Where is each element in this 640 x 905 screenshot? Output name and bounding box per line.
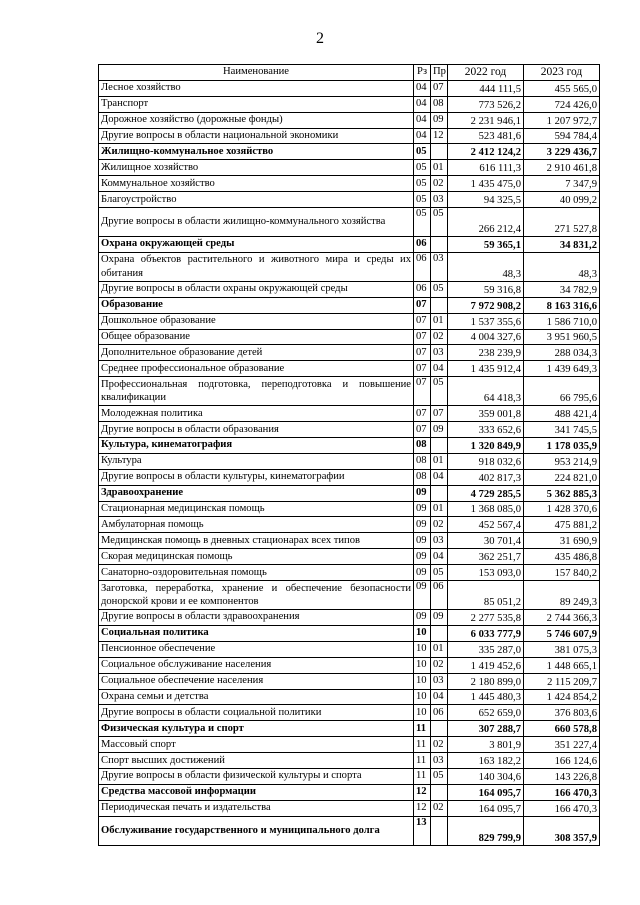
row-rz-cell: 05 <box>414 176 431 192</box>
table-row <box>99 705 600 721</box>
row-name-cell: Образование <box>99 297 414 313</box>
row-2023-value: 435 486,8 <box>524 549 600 565</box>
row-2022-value: 444 111,5 <box>448 80 524 96</box>
row-name-cell: Коммунальное хозяйство <box>99 176 414 192</box>
row-2023-value: 475 881,2 <box>524 517 600 533</box>
row-2023-value: 224 821,0 <box>524 469 600 485</box>
row-2022-value: 4 004 327,6 <box>448 329 524 345</box>
row-2023-value: 1 428 370,6 <box>524 501 600 517</box>
table-row <box>99 517 600 533</box>
row-2023-value: 3 951 960,5 <box>524 329 600 345</box>
row-pr-cell: 06 <box>431 705 448 721</box>
row-rz-cell: 09 <box>414 581 431 610</box>
row-2023-value: 89 249,3 <box>524 581 600 610</box>
row-2023-value: 288 034,3 <box>524 345 600 361</box>
row-2022-value: 1 537 355,6 <box>448 313 524 329</box>
row-name-cell: Культура, кинематография <box>99 438 414 454</box>
table-section-row <box>99 144 600 160</box>
row-rz-cell: 10 <box>414 625 431 641</box>
row-rz-cell: 05 <box>414 144 431 160</box>
row-pr-cell: 02 <box>431 517 448 533</box>
row-2023-value: 166 470,3 <box>524 800 600 816</box>
row-2022-value: 362 251,7 <box>448 549 524 565</box>
budget-table <box>98 64 600 846</box>
row-pr-cell: 01 <box>431 501 448 517</box>
table-row <box>99 345 600 361</box>
table-row <box>99 737 600 753</box>
row-2022-value: 829 799,9 <box>448 816 524 845</box>
row-rz-cell: 09 <box>414 533 431 549</box>
table-row <box>99 128 600 144</box>
row-2023-value: 594 784,4 <box>524 128 600 144</box>
row-rz-cell: 09 <box>414 485 431 501</box>
row-pr-cell: 12 <box>431 128 448 144</box>
row-2022-value: 333 652,6 <box>448 422 524 438</box>
row-2023-value: 308 357,9 <box>524 816 600 845</box>
row-2022-value: 2 231 946,1 <box>448 112 524 128</box>
row-name-cell: Охрана объектов растительного и животного мира и среды их обитания <box>99 252 414 281</box>
row-rz-cell: 09 <box>414 517 431 533</box>
row-name-cell: Социальное обеспечение населения <box>99 673 414 689</box>
header-year-2023: 2023 год <box>524 65 600 81</box>
row-rz-cell: 06 <box>414 252 431 281</box>
row-2022-value: 153 093,0 <box>448 565 524 581</box>
row-2023-value: 8 163 316,6 <box>524 297 600 313</box>
row-name-cell: Транспорт <box>99 96 414 112</box>
row-pr-cell: 05 <box>431 208 448 237</box>
row-2023-value: 7 347,9 <box>524 176 600 192</box>
row-pr-cell: 03 <box>431 533 448 549</box>
table-section-row <box>99 784 600 800</box>
row-2022-value: 773 526,2 <box>448 96 524 112</box>
table-row <box>99 252 600 281</box>
row-name-cell: Средства массовой информации <box>99 784 414 800</box>
row-2023-value: 724 426,0 <box>524 96 600 112</box>
row-2023-value: 40 099,2 <box>524 192 600 208</box>
row-2022-value: 1 419 452,6 <box>448 657 524 673</box>
row-pr-cell: 02 <box>431 800 448 816</box>
row-rz-cell: 09 <box>414 610 431 626</box>
table-row <box>99 112 600 128</box>
table-row <box>99 673 600 689</box>
row-pr-cell: 03 <box>431 252 448 281</box>
row-2023-value: 271 527,8 <box>524 208 600 237</box>
row-name-cell: Культура <box>99 453 414 469</box>
row-pr-cell: 01 <box>431 313 448 329</box>
row-rz-cell: 05 <box>414 208 431 237</box>
row-2023-value: 381 075,3 <box>524 641 600 657</box>
row-rz-cell: 13 <box>414 816 431 845</box>
page-number: 2 <box>316 30 324 47</box>
table-row <box>99 377 600 406</box>
row-2023-value: 341 745,5 <box>524 422 600 438</box>
row-pr-cell <box>431 237 448 253</box>
row-2023-value: 3 229 436,7 <box>524 144 600 160</box>
row-rz-cell: 04 <box>414 96 431 112</box>
table-row <box>99 96 600 112</box>
row-2023-value: 953 214,9 <box>524 453 600 469</box>
row-rz-cell: 07 <box>414 422 431 438</box>
row-rz-cell: 11 <box>414 721 431 737</box>
row-2022-value: 616 111,3 <box>448 160 524 176</box>
row-2022-value: 1 320 849,9 <box>448 438 524 454</box>
row-name-cell: Периодическая печать и издательства <box>99 800 414 816</box>
row-pr-cell <box>431 625 448 641</box>
row-name-cell: Профессиональная подготовка, переподготовка и повышение квалификации <box>99 377 414 406</box>
table-section-row <box>99 721 600 737</box>
row-rz-cell: 10 <box>414 657 431 673</box>
table-row <box>99 80 600 96</box>
row-name-cell: Охрана семьи и детства <box>99 689 414 705</box>
row-2022-value: 164 095,7 <box>448 784 524 800</box>
row-rz-cell: 07 <box>414 377 431 406</box>
row-rz-cell: 06 <box>414 237 431 253</box>
table-row <box>99 657 600 673</box>
row-2023-value: 66 795,6 <box>524 377 600 406</box>
table-row <box>99 689 600 705</box>
row-pr-cell: 01 <box>431 641 448 657</box>
row-pr-cell: 02 <box>431 657 448 673</box>
table-row <box>99 329 600 345</box>
row-2023-value: 166 470,3 <box>524 784 600 800</box>
row-rz-cell: 09 <box>414 501 431 517</box>
row-rz-cell: 12 <box>414 784 431 800</box>
row-rz-cell: 04 <box>414 128 431 144</box>
row-name-cell: Массовый спорт <box>99 737 414 753</box>
row-2022-value: 94 325,5 <box>448 192 524 208</box>
row-2022-value: 85 051,2 <box>448 581 524 610</box>
row-2022-value: 64 418,3 <box>448 377 524 406</box>
row-pr-cell: 03 <box>431 345 448 361</box>
row-name-cell: Другие вопросы в области образования <box>99 422 414 438</box>
row-2023-value: 2 115 209,7 <box>524 673 600 689</box>
row-name-cell: Другие вопросы в области здравоохранения <box>99 610 414 626</box>
row-2022-value: 164 095,7 <box>448 800 524 816</box>
row-pr-cell: 06 <box>431 581 448 610</box>
row-pr-cell: 08 <box>431 96 448 112</box>
row-name-cell: Социальное обслуживание населения <box>99 657 414 673</box>
row-name-cell: Скорая медицинская помощь <box>99 549 414 565</box>
row-pr-cell: 05 <box>431 565 448 581</box>
row-rz-cell: 07 <box>414 361 431 377</box>
row-2023-value: 48,3 <box>524 252 600 281</box>
table-section-row <box>99 485 600 501</box>
row-2022-value: 238 239,9 <box>448 345 524 361</box>
row-pr-cell <box>431 721 448 737</box>
row-rz-cell: 10 <box>414 689 431 705</box>
table-section-row <box>99 297 600 313</box>
row-name-cell: Медицинская помощь в дневных стационарах всех типов <box>99 533 414 549</box>
row-rz-cell: 09 <box>414 549 431 565</box>
row-pr-cell: 09 <box>431 112 448 128</box>
row-pr-cell <box>431 485 448 501</box>
table-section-row <box>99 237 600 253</box>
row-2023-value: 1 586 710,0 <box>524 313 600 329</box>
row-2022-value: 402 817,3 <box>448 469 524 485</box>
row-name-cell: Амбулаторная помощь <box>99 517 414 533</box>
row-pr-cell: 02 <box>431 737 448 753</box>
row-rz-cell: 10 <box>414 673 431 689</box>
row-2023-value: 34 831,2 <box>524 237 600 253</box>
row-2023-value: 1 424 854,2 <box>524 689 600 705</box>
row-2023-value: 5 362 885,3 <box>524 485 600 501</box>
table-row <box>99 533 600 549</box>
table-row <box>99 361 600 377</box>
row-rz-cell: 07 <box>414 406 431 422</box>
row-2022-value: 4 729 285,5 <box>448 485 524 501</box>
table-row <box>99 581 600 610</box>
row-name-cell: Пенсионное обеспечение <box>99 641 414 657</box>
row-2022-value: 452 567,4 <box>448 517 524 533</box>
row-pr-cell: 04 <box>431 469 448 485</box>
row-name-cell: Лесное хозяйство <box>99 80 414 96</box>
table-section-row <box>99 438 600 454</box>
row-rz-cell: 06 <box>414 281 431 297</box>
table-row <box>99 406 600 422</box>
row-2023-value: 166 124,6 <box>524 753 600 769</box>
row-2023-value: 2 744 366,3 <box>524 610 600 626</box>
row-rz-cell: 07 <box>414 329 431 345</box>
row-2022-value: 1 435 912,4 <box>448 361 524 377</box>
table-section-row <box>99 816 600 845</box>
row-pr-cell: 05 <box>431 768 448 784</box>
row-rz-cell: 08 <box>414 438 431 454</box>
row-2023-value: 2 910 461,8 <box>524 160 600 176</box>
row-2022-value: 1 445 480,3 <box>448 689 524 705</box>
row-2022-value: 2 277 535,8 <box>448 610 524 626</box>
row-name-cell: Дополнительное образование детей <box>99 345 414 361</box>
table-row <box>99 176 600 192</box>
row-pr-cell <box>431 144 448 160</box>
row-2022-value: 3 801,9 <box>448 737 524 753</box>
row-rz-cell: 07 <box>414 297 431 313</box>
table-row <box>99 800 600 816</box>
row-2023-value: 660 578,8 <box>524 721 600 737</box>
table-row <box>99 501 600 517</box>
row-2022-value: 266 212,4 <box>448 208 524 237</box>
row-pr-cell: 03 <box>431 192 448 208</box>
row-name-cell: Благоустройство <box>99 192 414 208</box>
table-row <box>99 469 600 485</box>
table-row <box>99 549 600 565</box>
row-pr-cell <box>431 438 448 454</box>
table-row <box>99 641 600 657</box>
row-2023-value: 157 840,2 <box>524 565 600 581</box>
table-row <box>99 160 600 176</box>
row-2022-value: 59 365,1 <box>448 237 524 253</box>
row-name-cell: Среднее профессиональное образование <box>99 361 414 377</box>
row-2023-value: 143 226,8 <box>524 768 600 784</box>
row-name-cell: Молодежная политика <box>99 406 414 422</box>
row-2022-value: 2 412 124,2 <box>448 144 524 160</box>
row-rz-cell: 05 <box>414 192 431 208</box>
row-2023-value: 1 207 972,7 <box>524 112 600 128</box>
row-pr-cell: 07 <box>431 80 448 96</box>
row-rz-cell: 04 <box>414 112 431 128</box>
row-name-cell: Жилищно-коммунальное хозяйство <box>99 144 414 160</box>
row-2022-value: 523 481,6 <box>448 128 524 144</box>
row-rz-cell: 07 <box>414 313 431 329</box>
table-row <box>99 565 600 581</box>
header-pr: Пр <box>431 65 448 81</box>
row-2023-value: 488 421,4 <box>524 406 600 422</box>
row-2022-value: 30 701,4 <box>448 533 524 549</box>
row-name-cell: Заготовка, переработка, хранение и обеспечение безопасности донорской крови и ее компонентов <box>99 581 414 610</box>
row-rz-cell: 10 <box>414 705 431 721</box>
row-rz-cell: 08 <box>414 469 431 485</box>
row-2022-value: 2 180 899,0 <box>448 673 524 689</box>
row-name-cell: Здравоохранение <box>99 485 414 501</box>
header-rz: Рз <box>414 65 431 81</box>
row-pr-cell: 09 <box>431 610 448 626</box>
row-name-cell: Жилищное хозяйство <box>99 160 414 176</box>
row-2023-value: 1 439 649,3 <box>524 361 600 377</box>
row-pr-cell: 02 <box>431 176 448 192</box>
row-rz-cell: 12 <box>414 800 431 816</box>
row-rz-cell: 04 <box>414 80 431 96</box>
row-2022-value: 163 182,2 <box>448 753 524 769</box>
row-name-cell: Санаторно-оздоровительная помощь <box>99 565 414 581</box>
row-name-cell: Дошкольное образование <box>99 313 414 329</box>
table-row <box>99 453 600 469</box>
row-2022-value: 59 316,8 <box>448 281 524 297</box>
row-name-cell: Другие вопросы в области социальной политики <box>99 705 414 721</box>
row-name-cell: Социальная политика <box>99 625 414 641</box>
row-2022-value: 652 659,0 <box>448 705 524 721</box>
row-name-cell: Обслуживание государственного и муниципального долга <box>99 816 414 845</box>
table-body <box>99 80 600 845</box>
table-row <box>99 313 600 329</box>
table-row <box>99 192 600 208</box>
row-pr-cell: 05 <box>431 281 448 297</box>
row-2022-value: 307 288,7 <box>448 721 524 737</box>
row-2022-value: 48,3 <box>448 252 524 281</box>
row-pr-cell <box>431 784 448 800</box>
row-2022-value: 1 368 085,0 <box>448 501 524 517</box>
row-rz-cell: 05 <box>414 160 431 176</box>
row-name-cell: Другие вопросы в области культуры, кинематографии <box>99 469 414 485</box>
row-name-cell: Общее образование <box>99 329 414 345</box>
table-row <box>99 422 600 438</box>
row-name-cell: Другие вопросы в области национальной экономики <box>99 128 414 144</box>
row-pr-cell: 03 <box>431 673 448 689</box>
row-2022-value: 359 001,8 <box>448 406 524 422</box>
table-row <box>99 610 600 626</box>
row-pr-cell: 04 <box>431 361 448 377</box>
row-2022-value: 1 435 475,0 <box>448 176 524 192</box>
row-2022-value: 6 033 777,9 <box>448 625 524 641</box>
header-year-2022: 2022 год <box>448 65 524 81</box>
table-header-row <box>99 65 600 81</box>
row-pr-cell: 01 <box>431 453 448 469</box>
row-rz-cell: 11 <box>414 753 431 769</box>
row-name-cell: Физическая культура и спорт <box>99 721 414 737</box>
row-2023-value: 34 782,9 <box>524 281 600 297</box>
row-pr-cell: 01 <box>431 160 448 176</box>
row-rz-cell: 09 <box>414 565 431 581</box>
row-2022-value: 918 032,6 <box>448 453 524 469</box>
row-pr-cell: 04 <box>431 689 448 705</box>
table-row <box>99 208 600 237</box>
row-name-cell: Спорт высших достижений <box>99 753 414 769</box>
row-rz-cell: 08 <box>414 453 431 469</box>
row-rz-cell: 11 <box>414 737 431 753</box>
row-pr-cell: 07 <box>431 406 448 422</box>
row-2023-value: 351 227,4 <box>524 737 600 753</box>
row-pr-cell: 03 <box>431 753 448 769</box>
row-pr-cell: 02 <box>431 329 448 345</box>
row-pr-cell: 04 <box>431 549 448 565</box>
row-2023-value: 5 746 607,9 <box>524 625 600 641</box>
row-2023-value: 376 803,6 <box>524 705 600 721</box>
header-name: Наименование <box>99 65 414 81</box>
row-2022-value: 7 972 908,2 <box>448 297 524 313</box>
row-pr-cell <box>431 816 448 845</box>
row-rz-cell: 07 <box>414 345 431 361</box>
row-2023-value: 455 565,0 <box>524 80 600 96</box>
row-2022-value: 335 287,0 <box>448 641 524 657</box>
row-2023-value: 1 448 665,1 <box>524 657 600 673</box>
row-name-cell: Охрана окружающей среды <box>99 237 414 253</box>
row-rz-cell: 10 <box>414 641 431 657</box>
table-row <box>99 281 600 297</box>
row-2022-value: 140 304,6 <box>448 768 524 784</box>
row-name-cell: Другие вопросы в области жилищно-коммунального хозяйства <box>99 208 414 237</box>
row-rz-cell: 11 <box>414 768 431 784</box>
row-name-cell: Другие вопросы в области охраны окружающей среды <box>99 281 414 297</box>
table-section-row <box>99 625 600 641</box>
row-name-cell: Другие вопросы в области физической культуры и спорта <box>99 768 414 784</box>
row-2023-value: 1 178 035,9 <box>524 438 600 454</box>
table-row <box>99 768 600 784</box>
table-row <box>99 753 600 769</box>
row-name-cell: Стационарная медицинская помощь <box>99 501 414 517</box>
row-name-cell: Дорожное хозяйство (дорожные фонды) <box>99 112 414 128</box>
row-2023-value: 31 690,9 <box>524 533 600 549</box>
row-pr-cell: 05 <box>431 377 448 406</box>
row-pr-cell <box>431 297 448 313</box>
row-pr-cell: 09 <box>431 422 448 438</box>
